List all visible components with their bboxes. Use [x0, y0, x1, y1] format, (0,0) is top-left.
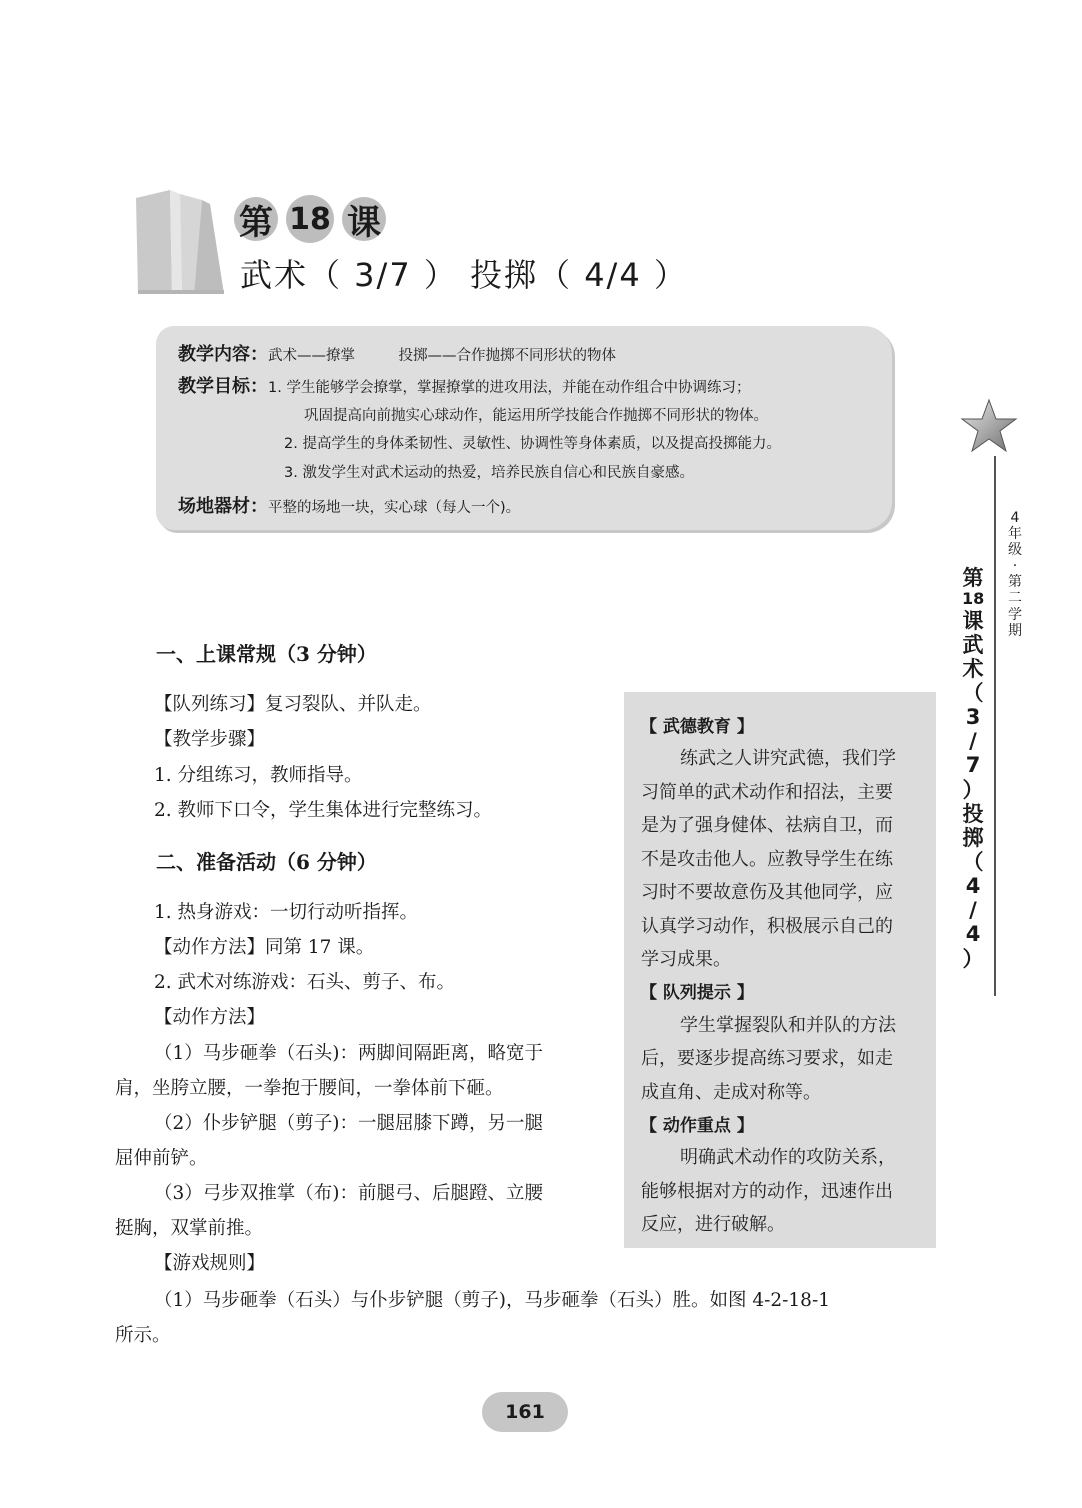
books-icon [132, 176, 232, 294]
tip-heading-ethics: 【 武德教育 】 [640, 717, 754, 737]
info-equipment-row [178, 492, 520, 518]
content-text: 武术——撩掌 投掷——合作抛掷不同形状的物体 [268, 348, 616, 364]
body-line: （2）仆步铲腿（剪子)：一腿屈膝下蹲，另一腿 [154, 1113, 543, 1134]
equipment-text: 平整的场地一块，实心球（每人一个)。 [268, 500, 521, 516]
info-content-row [178, 340, 616, 366]
goal-line-4: 3. 激发学生对武术运动的热爱，培养民族自信心和民族自豪感。 [284, 465, 694, 481]
section-heading-routine: 一、上课常规（3 分钟） [156, 642, 377, 666]
body-line: 挺胸，双掌前推。 [115, 1218, 264, 1239]
body-line: （1）马步砸拳（石头)：两脚间隔距离，略宽于 [154, 1043, 543, 1064]
section-heading-warmup: 二、准备活动（6 分钟） [156, 850, 377, 874]
goal-line-3: 2. 提高学生的身体柔韧性、灵敏性、协调性等身体素质，以及提高投掷能力。 [284, 436, 781, 452]
tip-line: 学习成果。 [641, 949, 731, 970]
tip-line: 认真学习动作，积极展示自己的 [641, 916, 893, 937]
body-line: （3）弓步双推掌（布)：前腿弓、后腿蹬、立腰 [154, 1183, 543, 1204]
tip-line: 习时不要故意伤及其他同学，应 [641, 882, 893, 903]
body-line: 1. 分组练习，教师指导。 [154, 765, 363, 786]
body-line: 【动作方法】 [154, 1007, 266, 1028]
tip-line: 明确武术动作的攻防关系， [680, 1147, 896, 1168]
body-line: 【队列练习】复习裂队、并队走。 [154, 694, 432, 715]
equipment-label: 场地器材： [178, 496, 268, 517]
body-line: （1）马步砸拳（石头）与仆步铲腿（剪子)，马步砸拳（石头）胜。如图 4-2-18-1 [154, 1290, 830, 1311]
tip-line: 学生掌握裂队和并队的方法 [680, 1015, 896, 1036]
body-line: 屈伸前铲。 [115, 1148, 208, 1169]
lesson-subtitle: 武术（ 3/7 ） 投掷（ 4/4 ） [240, 256, 688, 294]
grade-term-label: 4 年 级 · 第 二 学 期 [1008, 510, 1022, 639]
info-goal-row [178, 372, 750, 398]
page-number: 161 [482, 1392, 568, 1432]
goal-label: 教学目标： [178, 376, 268, 397]
tip-line: 不是攻击他人。应教导学生在练 [641, 849, 893, 870]
goal-line-1: 1. 学生能够学会撩掌，掌握撩掌的进攻用法，并能在动作组合中协调练习； [268, 380, 751, 396]
content-label: 教学内容： [178, 344, 268, 365]
body-line: 所示。 [115, 1325, 171, 1346]
tip-line: 能够根据对方的动作，迅速作出 [641, 1181, 893, 1202]
tip-line: 成直角、走成对称等。 [641, 1082, 821, 1103]
lesson-number: 18 [286, 195, 334, 243]
lesson-title [234, 194, 386, 244]
star-icon [960, 398, 1018, 456]
tip-heading-key-points: 【 动作重点 】 [640, 1116, 754, 1136]
lesson-side-label: 第 18 课 武 术 （ 3 / 7 ） 投 掷 （ 4 / 4 ） [962, 566, 985, 971]
goal-line-2: 巩固提高向前抛实心球动作，能运用所学技能合作抛掷不同形状的物体。 [304, 408, 768, 424]
body-line: 2. 教师下口令，学生集体进行完整练习。 [154, 800, 493, 821]
margin-divider [994, 456, 996, 996]
tip-line: 后，要逐步提高练习要求，如走 [641, 1048, 893, 1069]
body-line: 【动作方法】同第 17 课。 [154, 937, 375, 958]
body-line: 1. 热身游戏：一切行动听指挥。 [154, 902, 419, 923]
body-line: 肩，坐胯立腰，一拳抱于腰间，一拳体前下砸。 [115, 1078, 504, 1099]
body-line: 【游戏规则】 [154, 1253, 266, 1274]
lesson-prefix: 第 [234, 197, 278, 241]
lesson-suffix: 课 [342, 197, 386, 241]
tip-line: 习简单的武术动作和招法，主要 [641, 782, 893, 803]
body-line: 【教学步骤】 [154, 729, 266, 750]
body-line: 2. 武术对练游戏：石头、剪子、布。 [154, 972, 456, 993]
tip-line: 练武之人讲究武德，我们学 [680, 748, 896, 769]
tip-line: 是为了强身健体、祛病自卫，而 [641, 815, 893, 836]
tip-line: 反应，进行破解。 [641, 1214, 785, 1235]
tip-heading-drill: 【 队列提示 】 [640, 983, 754, 1003]
